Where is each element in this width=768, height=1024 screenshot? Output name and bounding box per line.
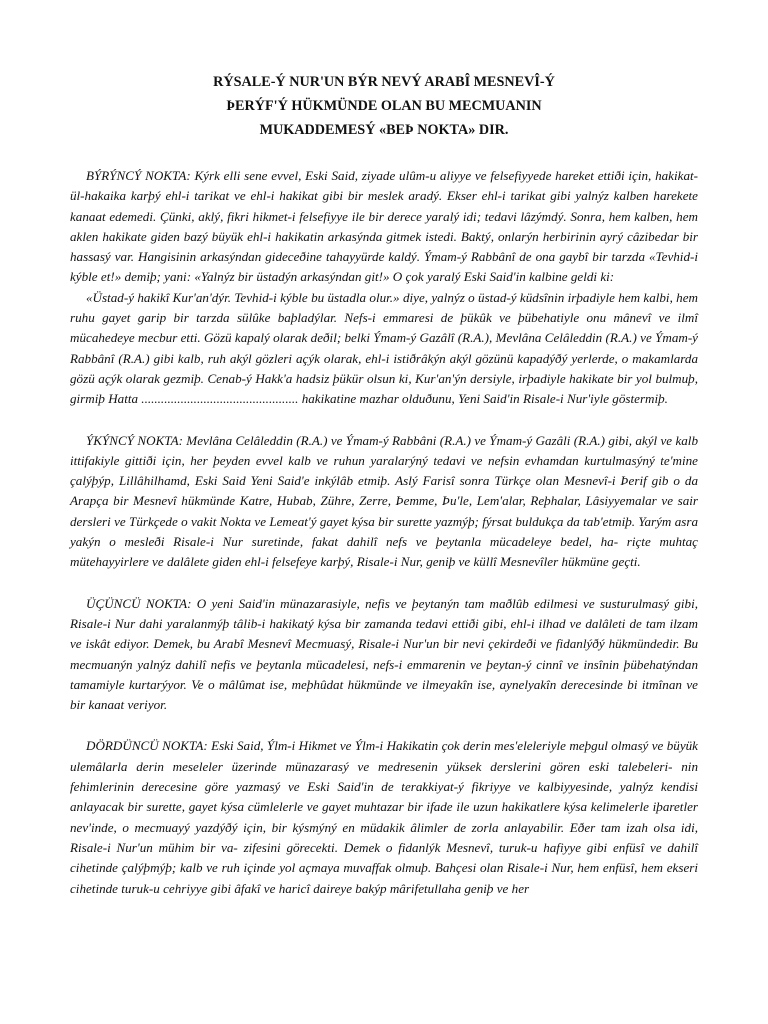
paragraph-first-point-continued: «Üstad-ý hakikî Kur'an'dýr. Tevhid-i kýble bu üstadla olur.» diye, yalnýz o üstad-ý küdsînin irþadiyle hem kalbi, hem ruhu gayet garip bir tarzda sülûke baþladýlar. Nefs-i emmaresi de þükûk ve þübehatiyle onu mânevî ve ilmî mücahedeye mecbur etti. Gözü kapalý olarak deðil; belki Ýmam-ý Gazâlî (R.A.), Mevlâna Celâleddin (R.A.) ve Ýmam-ý Rabbânî (R.A.) gibi kalb, ruh akýl gözleri açýk olarak, ehl-i istiðrâkýn akýl gözünü kapadýðý yerlerde, o makamlarda gözü açýk olarak gezmiþ. Cenab-ý Hakk'a hadsiz þükür olsun ki, Kur'an'ýn dersiyle, irþadiyle hakikate bir yol bulmuþ, girmiþ Hatta ................................................ hakikatine mazhar olduðunu, Yeni Said'in Risale-i Nur'iyle göstermiþ. <box>70 289 698 407</box>
paragraph-third-point: ÜÇÜNCÜ NOKTA: O yeni Said'in münazarasiyle, nefis ve þeytanýn tam maðlûb edilmesi ve susturulmasý gibi, Risale-i Nur dahi yaralanmýþ tâlib-i hakikatý kýsa bir zamanda tedavi ettiði gibi, ehl-i ilhad ve dalâleti de tam ilzam ve iskât ediyor. Demek, bu Arabî Mesnevî Mecmuasý, Risale-i Nur'un bir nevi çekirdeði ve fidanlýðý hükmündedir. Bu mecmuanýn yalnýz dahilî nefis ve þeytanla mücadelesi, nefs-i emmarenin ve þeytan-ý cinnî ve insînin þübehatýndan tamamiyle kurtarýyor. Ve o mâlûmat ise, meþhûdat hükmünde ve ilmeyakîn ise, aynelyakîn derecesinde bi itmînan ve bir kanaat veriyor. <box>70 595 698 713</box>
paragraph-fourth-point: DÖRDÜNCÜ NOKTA: Eski Said, Ýlm-i Hikmet ve Ýlm-i Hakikatin çok derin mes'eleleriyle meþgul olmasý ve büyük ulemâlarla derin meseleler üzerinde münazarasý ve medresenin yüksek derslerini gören eski talebeleri- nin fehimlerinin derecesine göre yazmasý ve Eski Said'in de terakkiyat-ý fikriyye ve kalbiyyesinde, yalnýz kendisi anlayacak bir surette, gayet kýsa cümlelerle ve gayet muhtazar bir ifade ile uzun hakikatlere kýsa kelimelerle iþaretler nev'inde, o mecmuayý yazdýðý için, bir kýsmýný en müdakik âlimler de zorla anlayabilir. Eðer tam izah olsa idi, Risale-i Nur'un mühim bir va- zifesini görecekti. Demek o fidanlýk Mesnevî, turuk-u hafiyye gibi enfüsî ve dahilî cihetinde çalýþmýþ; kalb ve ruh içinde yol açmaya muvaffak olmuþ. Bahçesi olan Risale-i Nur, hem enfüsî, hem ekseri cihetinde turuk-u cehriyye gibi âfakî ve haricî daireye bakýp mârifetullaha geniþ ve her <box>70 738 698 896</box>
paragraph-gap <box>70 573 698 594</box>
document-page <box>70 70 698 899</box>
title-line: RÝSALE-Ý NUR'UN BÝR NEVÝ ARABÎ MESNEVÎ-Ý <box>213 74 555 90</box>
document-title <box>70 70 698 142</box>
paragraph-first-point: BÝRÝNCÝ NOKTA: Kýrk elli sene evvel, Eski Said, ziyade ulûm-u aliyye ve felsefiyyede hareket ettiði için, hakikat-ül-hakaika karþý ehl-i tarikat ve ehl-i hakikat gibi bir meslek aradý. Ekser ehl-i tarikat gibi yalnýz kalben harekete kanaat edemedi. Çünki, aklý, fikri hikmet-i felsefiyye ile bir derece yaralý idi; tedavi lâzýmdý. Sonra, hem kalben, hem aklen hakikate giden bazý büyük ehl-i hakikatin arkasýnda gitmek istedi. Baktý, onlarýn herbirinin ayrý câzibedar bir hassasý var. Hangisinin arkasýndan gideceðine tahayyürde kaldý. Ýmam-ý Rabbânî de ona gaybî bir tarzda «Tevhid-i kýble et!» demiþ; yani: «Yalnýz bir üstadýn arkasýndan git!» O çok yaralý Eski Said'in kalbine geldi ki: <box>70 168 698 285</box>
paragraph-gap <box>70 410 698 431</box>
paragraph-gap <box>70 715 698 736</box>
paragraph-second-point: ÝKÝNCÝ NOKTA: Mevlâna Celâleddin (R.A.) ve Ýmam-ý Rabbâni (R.A.) ve Ýmam-ý Gazâli (R.A.) gibi, akýl ve kalb ittifakiyle gittiði için, her þeyden evvel kalb ve ruhun yaralarýný tedavi ve nefsin evhamdan kurtulmasýný te'mine çalýþýp, Lillâhilhamd, Eski Said Yeni Said'e inkýlâb etmiþ. Aslý Farisî sonra Türkçe olan Mesnevî-i Þerif gib o da Arapça bir Mesnevî hükmünde Katre, Hubab, Zühre, Zerre, Þemme, Þu'le, Lem'alar, Reþhalar, Lâsiyyemalar ve sair dersleri ve Türkçede o vakit Nokta ve Lemeat'ý gayet kýsa bir surette yazmýþ; fýrsat buldukça da tab'etmiþ. Yarým asra yakýn o mesleði Risale-i Nur suretinde, fakat dahilî nefs ve þeytanla mücadeleye bedel, ha- riçte muhtaç mütehayyirlere ve dalâlete giden ehl-i felsefeye karþý, Risale-i Nur, geniþ ve küllî Mesnevîler hükmüne geçti. <box>70 432 698 570</box>
title-line: MUKADDEMESÝ «BEÞ NOKTA» DIR. <box>259 122 509 138</box>
title-line: ÞERÝF'Ý HÜKMÜNDE OLAN BU MECMUANIN <box>226 98 542 114</box>
